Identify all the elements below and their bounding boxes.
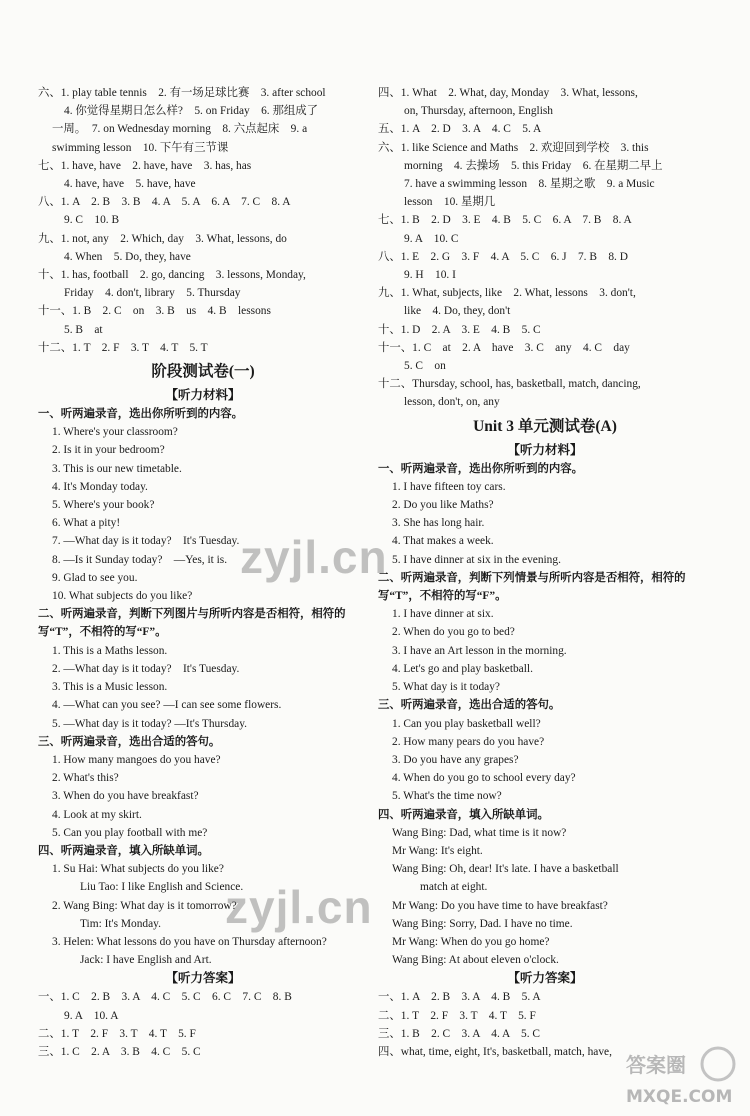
answer-line: lesson, don't, on, any <box>404 396 500 409</box>
answer-line: Wang Bing: Dad, what time is it now? <box>392 826 567 839</box>
answer-line: 7. have a swimming lesson 8. 星期之歌 9. a Music <box>404 178 655 191</box>
answer-line: 3. I have an Art lesson in the morning. <box>392 644 567 657</box>
answer-line: 4. 你觉得星期日怎么样? 5. on Friday 6. 那组成了 <box>64 105 319 118</box>
answer-line: 9. C 10. B <box>64 214 120 227</box>
answer-line: 八、1. E 2. G 3. F 4. A 5. C 6. J 7. B 8. D <box>378 250 628 263</box>
question-heading: 一、听两遍录音，选出你所听到的内容。 <box>378 462 584 475</box>
answer-line: 5. —What day is it today? —It's Thursday. <box>52 717 248 730</box>
answer-line: 5. Where's your book? <box>52 499 155 512</box>
answer-line: 二、1. T 2. F 3. T 4. T 5. F <box>38 1027 196 1040</box>
answer-line: 三、1. C 2. A 3. B 4. C 5. C <box>38 1045 201 1058</box>
answer-line: 8. —Is it Sunday today? —Yes, it is. <box>52 553 228 566</box>
stamp-cn-text: 答案圈 <box>626 1053 686 1077</box>
answer-line: Wang Bing: Sorry, Dad. I have no time. <box>392 917 573 930</box>
answer-line: 七、1. B 2. D 3. E 4. B 5. C 6. A 7. B 8. A <box>378 214 632 227</box>
section-title: 阶段测试卷(一) <box>151 363 255 381</box>
answer-line: 2. Do you like Maths? <box>392 499 494 512</box>
answer-line: 2. Is it in your bedroom? <box>52 444 165 457</box>
watermark-top: zyjl.cn <box>240 531 388 583</box>
answer-line: 一、1. A 2. B 3. A 4. B 5. A <box>378 991 541 1004</box>
question-heading: 写“T”，不相符的写“F”。 <box>38 626 167 639</box>
question-heading: 三、听两遍录音，选出合适的答句。 <box>38 735 221 748</box>
answer-line: 3. This is a Music lesson. <box>52 681 168 694</box>
answer-line: Mr Wang: It's eight. <box>392 844 483 857</box>
answer-line: 五、1. A 2. D 3. A 4. C 5. A <box>378 123 542 136</box>
answer-line: 3. This is our new timetable. <box>52 462 182 475</box>
answer-line: 1. Su Hai: What subjects do you like? <box>52 863 224 876</box>
answer-line: 十一、1. B 2. C on 3. B us 4. B lessons <box>38 305 271 318</box>
question-heading: 二、听两遍录音，判断下列情景与所听内容是否相符，相符的 <box>378 571 686 584</box>
answer-line: 9. A 10. C <box>404 232 459 245</box>
answer-line: 3. She has long hair. <box>392 517 485 530</box>
answer-line: 3. Do you have any grapes? <box>392 753 519 766</box>
answer-line: Tim: It's Monday. <box>80 917 161 930</box>
answer-line: Mr Wang: When do you go home? <box>392 935 550 948</box>
answer-line: 9. Glad to see you. <box>52 571 138 584</box>
question-heading: 一、听两遍录音，选出你所听到的内容。 <box>38 408 244 421</box>
answer-line: 八、1. A 2. B 3. B 4. A 5. A 6. A 7. C 8. A <box>38 196 291 209</box>
answer-line: 4. —What can you see? —I can see some flowers. <box>52 699 282 712</box>
answer-line: 一周。 7. on Wednesday morning 8. 六点起床 9. a <box>52 123 308 136</box>
question-heading: 二、听两遍录音，判断下列图片与所听内容是否相符，相符的 <box>38 608 346 621</box>
answer-line: 5. I have dinner at six in the evening. <box>392 553 561 566</box>
answer-line: Wang Bing: At about eleven o'clock. <box>392 954 559 967</box>
answer-line: swimming lesson 10. 下午有三节课 <box>52 141 229 154</box>
answer-line: 10. What subjects do you like? <box>52 590 193 603</box>
answer-line: 三、1. B 2. C 3. A 4. A 5. C <box>378 1027 541 1040</box>
answer-line: 3. Helen: What lessons do you have on Thursday afternoon? <box>52 935 327 948</box>
answer-line: 4. That makes a week. <box>392 535 494 548</box>
answer-line: 2. How many pears do you have? <box>392 735 545 748</box>
answer-line: 1. How many mangoes do you have? <box>52 753 221 766</box>
site-stamp-logo <box>616 1042 744 1112</box>
answer-line: 5. What day is it today? <box>392 681 500 694</box>
answer-line: 4. When 5. Do, they, have <box>64 250 191 263</box>
answer-line: 1. Where's your classroom? <box>52 426 178 439</box>
answer-line: 5. C on <box>404 360 446 373</box>
answer-line: like 4. Do, they, don't <box>404 305 511 318</box>
answer-line: 4. Look at my skirt. <box>52 808 142 821</box>
question-heading: 四、听两遍录音，填入所缺单词。 <box>378 808 549 821</box>
answer-line: 十二、1. T 2. F 3. T 4. T 5. T <box>38 341 208 354</box>
subsection-heading: 【听力材料】 <box>165 388 241 403</box>
answer-line: 5. Can you play football with me? <box>52 826 208 839</box>
answer-line: 7. —What day is it today? It's Tuesday. <box>52 535 240 548</box>
answer-line: 十、1. has, football 2. go, dancing 3. lessons, Monday, <box>38 269 306 282</box>
answer-line: 七、1. have, have 2. have, have 3. has, has <box>38 159 252 172</box>
answer-line: 四、what, time, eight, It's, basketball, match, have, <box>378 1045 612 1058</box>
answer-line: 9. H 10. I <box>404 269 456 282</box>
answer-line: 十二、Thursday, school, has, basketball, match, dancing, <box>378 378 641 391</box>
answer-line: 4. have, have 5. have, have <box>64 178 196 191</box>
answer-line: 6. What a pity! <box>52 517 121 530</box>
answer-line: 4. Let's go and play basketball. <box>392 662 533 675</box>
answer-line: Jack: I have English and Art. <box>80 954 212 967</box>
answer-line: 1. This is a Maths lesson. <box>52 644 168 657</box>
answer-line: 4. It's Monday today. <box>52 480 148 493</box>
answer-line: 1. I have fifteen toy cars. <box>392 480 506 493</box>
answer-line: Wang Bing: Oh, dear! It's late. I have a basketball <box>392 863 619 876</box>
answer-line: 4. When do you go to school every day? <box>392 772 576 785</box>
answer-line: on, Thursday, afternoon, English <box>404 105 554 118</box>
subsection-heading: 【听力答案】 <box>507 971 583 986</box>
answer-line: 1. I have dinner at six. <box>392 608 494 621</box>
question-heading: 三、听两遍录音，选出合适的答句。 <box>378 699 561 712</box>
answer-line: 2. —What day is it today? It's Tuesday. <box>52 662 240 675</box>
section-title: Unit 3 单元测试卷(A) <box>473 417 617 435</box>
subsection-heading: 【听力材料】 <box>507 442 583 457</box>
stamp-url-text: MXQE.COM <box>626 1087 733 1107</box>
answer-line: Liu Tao: I like English and Science. <box>80 881 244 894</box>
answer-line: 十一、1. C at 2. A have 3. C any 4. C day <box>378 341 630 354</box>
answer-line: 二、1. T 2. F 3. T 4. T 5. F <box>378 1009 536 1022</box>
answer-line: 5. B at <box>64 323 103 336</box>
answer-line: 九、1. not, any 2. Which, day 3. What, lessons, do <box>38 232 287 245</box>
right-column <box>378 84 712 1061</box>
answer-line: 四、1. What 2. What, day, Monday 3. What, lessons, <box>378 87 638 99</box>
answer-line: 1. Can you play basketball well? <box>392 717 541 730</box>
watermark-bottom: zyjl.cn <box>225 881 373 933</box>
answer-line: match at eight. <box>420 881 488 894</box>
answer-line: Mr Wang: Do you have time to have breakfast? <box>392 899 608 912</box>
answer-line: 十、1. D 2. A 3. E 4. B 5. C <box>378 323 541 336</box>
answer-line: 六、1. play table tennis 2. 有一场足球比赛 3. after school <box>38 87 326 99</box>
question-heading: 四、听两遍录音，填入所缺单词。 <box>38 844 209 857</box>
answer-line: 九、1. What, subjects, like 2. What, lessons 3. don't, <box>378 287 636 300</box>
answer-line: lesson 10. 星期几 <box>404 196 496 209</box>
answer-line: 一、1. C 2. B 3. A 4. C 5. C 6. C 7. C 8. B <box>38 991 292 1004</box>
answer-line: 2. What's this? <box>52 772 119 785</box>
answer-line: 六、1. like Science and Maths 2. 欢迎回到学校 3. this <box>378 141 649 154</box>
subsection-heading: 【听力答案】 <box>165 971 241 986</box>
answer-line: 9. A 10. A <box>64 1009 119 1022</box>
answer-line: Friday 4. don't, library 5. Thursday <box>64 287 241 300</box>
question-heading: 写“T”，不相符的写“F”。 <box>378 590 507 603</box>
answer-line: 5. What's the time now? <box>392 790 502 803</box>
answer-line: 3. When do you have breakfast? <box>52 790 199 803</box>
answer-line: 2. Wang Bing: What day is it tomorrow? <box>52 899 237 912</box>
answer-line: morning 4. 去操场 5. this Friday 6. 在星期二早上 <box>404 159 663 172</box>
answer-line: 2. When do you go to bed? <box>392 626 515 639</box>
